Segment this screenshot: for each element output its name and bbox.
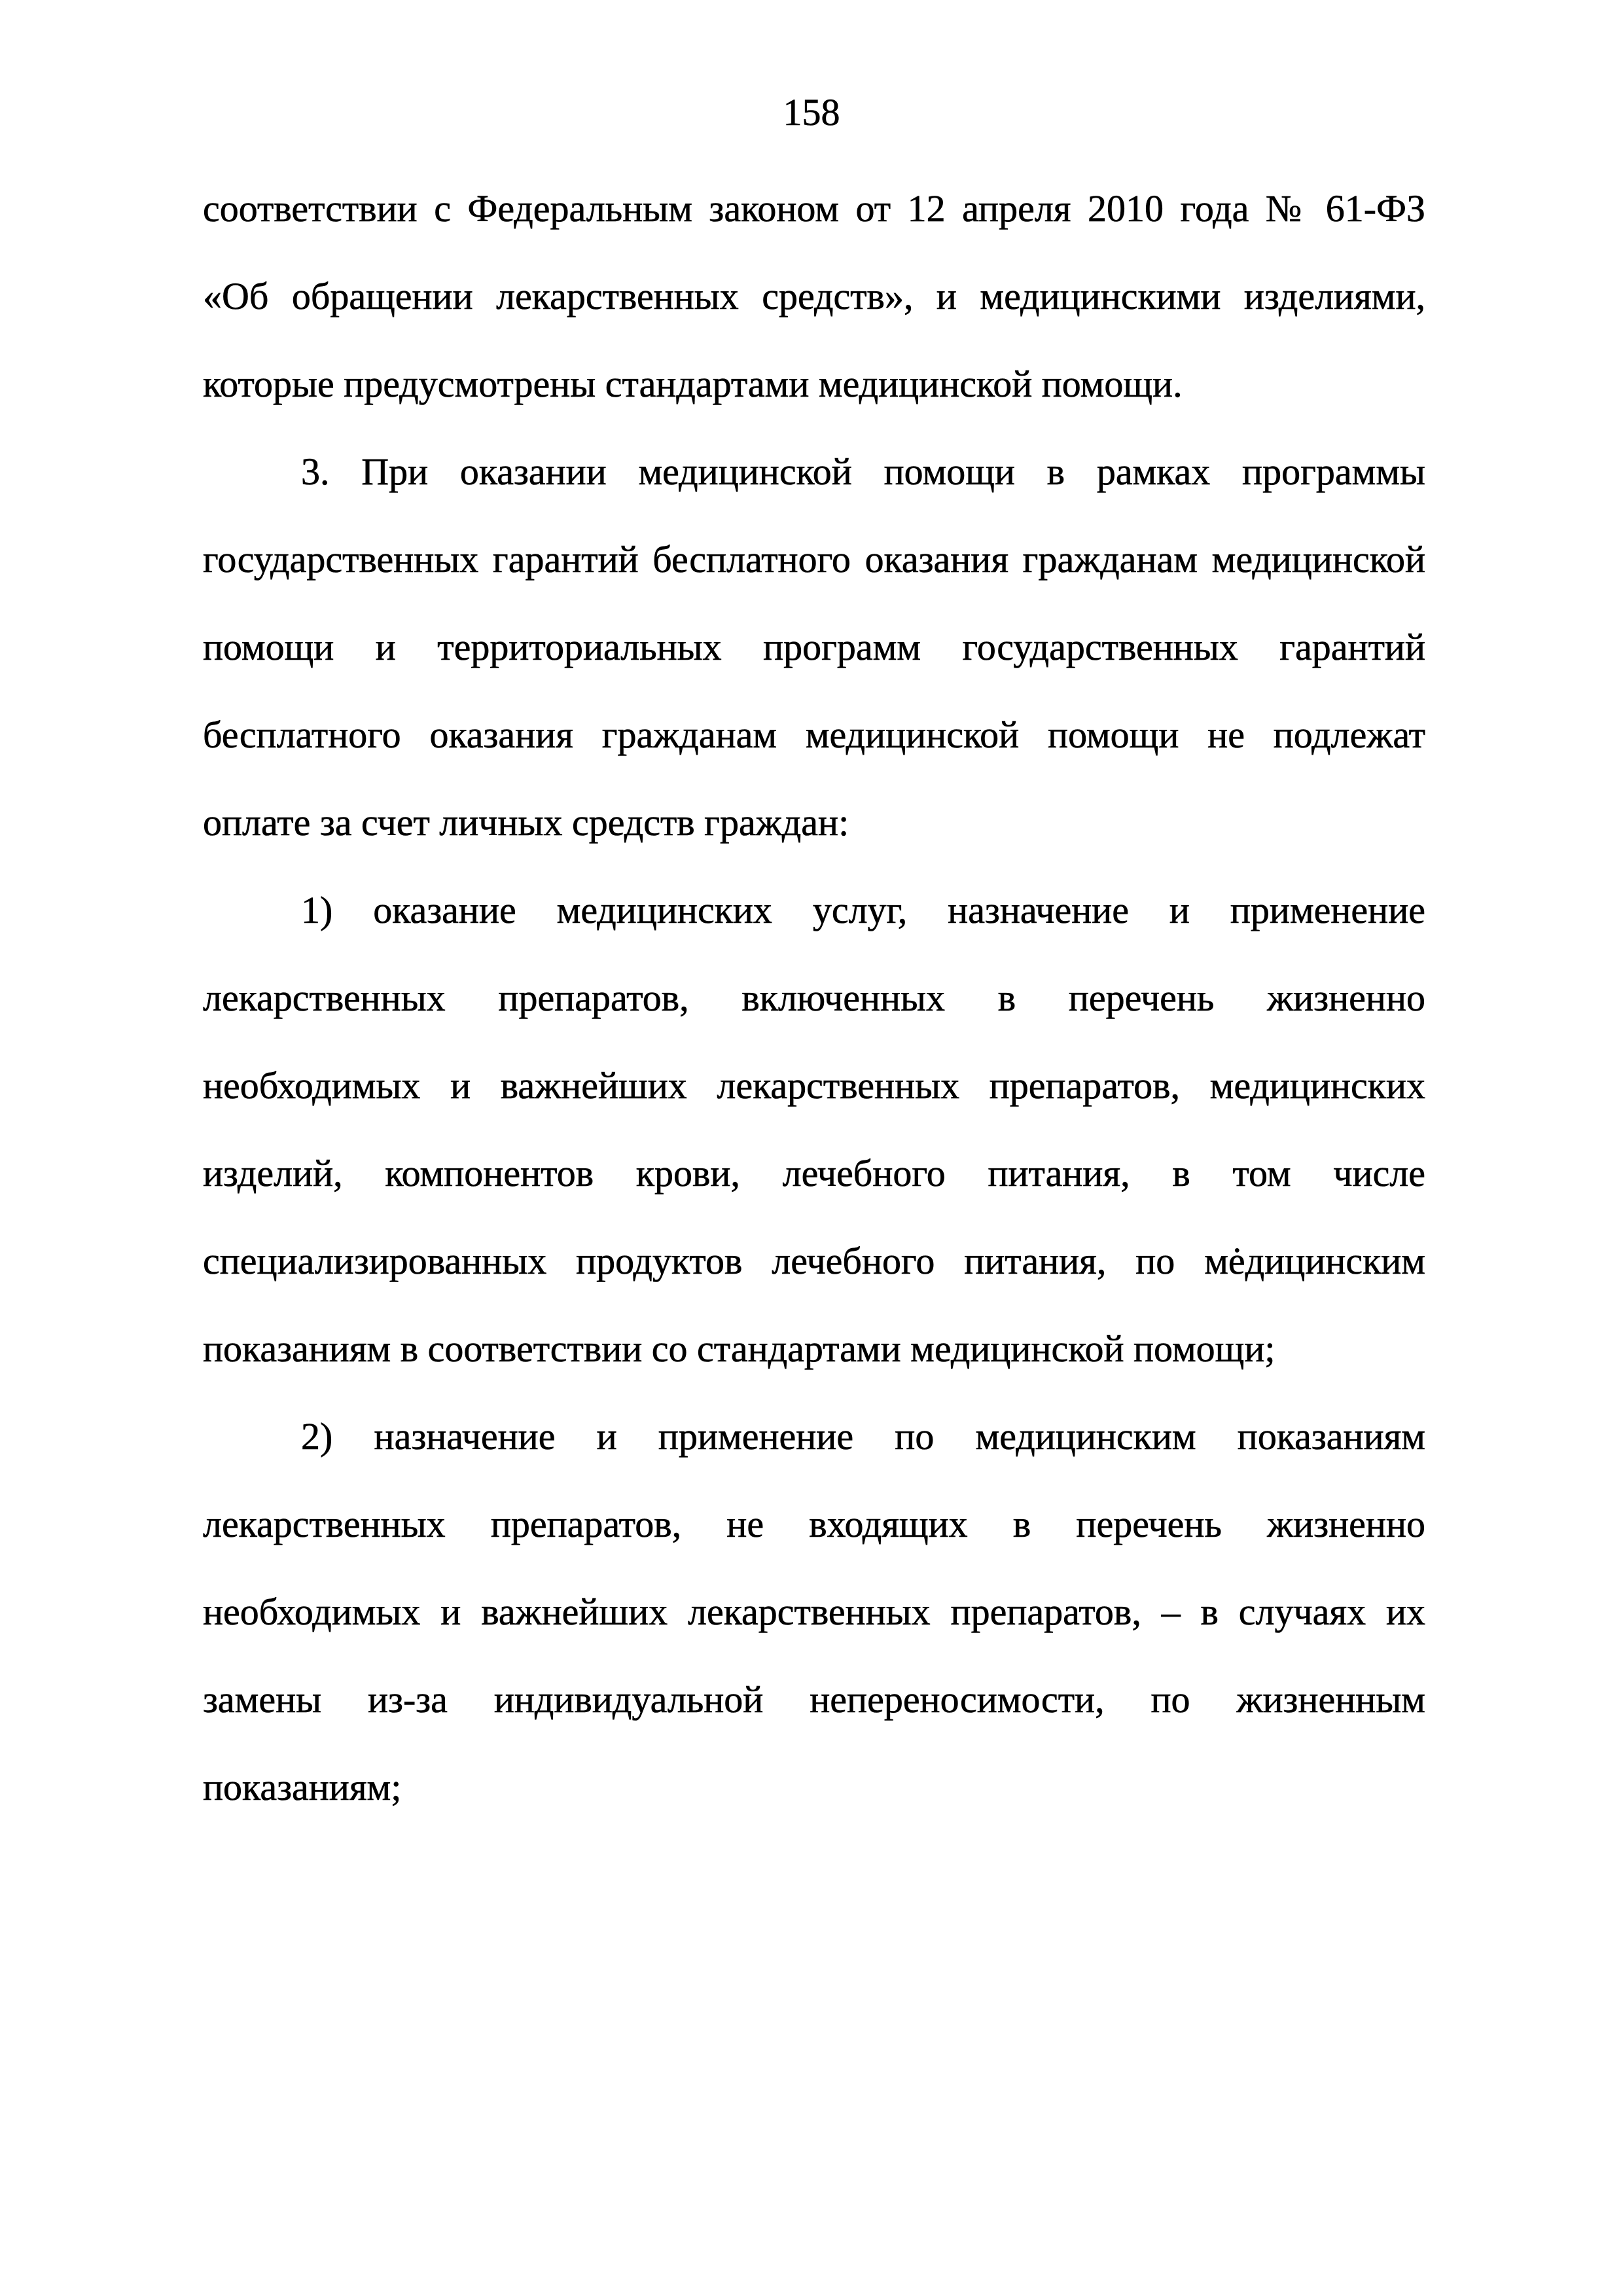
text-line: государственных гарантий бесплатного оказания гражданам медицинской [203,538,1425,581]
text-line: необходимых и важнейших лекарственных препаратов, – в случаях их [203,1590,1425,1633]
text-line: соответствии с Федеральным законом от 12 апреля 2010 года № 61-ФЗ [203,187,1425,230]
text-line: «Об обращении лекарственных средств», и медицинскими изделиями, [203,275,1425,317]
paragraph-subitem-2 [203,1393,1425,1831]
paragraph-continuation [203,165,1425,428]
text-line: лекарственных препаратов, не входящих в перечень жизненно [203,1503,1425,1545]
paragraph-item-3 [203,428,1425,867]
text-line: 1) оказание медицинских услуг, назначение и применение [301,889,1425,931]
text-line: специализированных продуктов лечебного питания, по мėдицинским [203,1240,1425,1282]
text-line: лекарственных препаратов, включенных в перечень жизненно [203,977,1425,1019]
text-line: изделий, компонентов крови, лечебного питания, в том числе [203,1152,1425,1194]
text-line: оплате за счет личных средств граждан: [203,801,849,844]
text-line: показаниям; [203,1766,402,1808]
text-line: замены из-за индивидуальной непереносимости, по жизненным [203,1678,1425,1721]
text-line: бесплатного оказания гражданам медицинской помощи не подлежат [203,713,1425,756]
paragraph-subitem-1 [203,867,1425,1393]
text-line: которые предусмотрены стандартами медицинской помощи. [203,363,1183,405]
text-line: показаниям в соответствии со стандартами медицинской помощи; [203,1327,1275,1370]
text-line: помощи и территориальных программ государственных гарантий [203,626,1425,668]
text-block [203,165,1425,1831]
page-number: 158 [783,91,840,134]
text-line: необходимых и важнейших лекарственных препаратов, медицинских [203,1064,1425,1107]
text-line: 2) назначение и применение по медицинским показаниям [301,1415,1425,1458]
text-line: 3. При оказании медицинской помощи в рамках программы [301,450,1425,493]
